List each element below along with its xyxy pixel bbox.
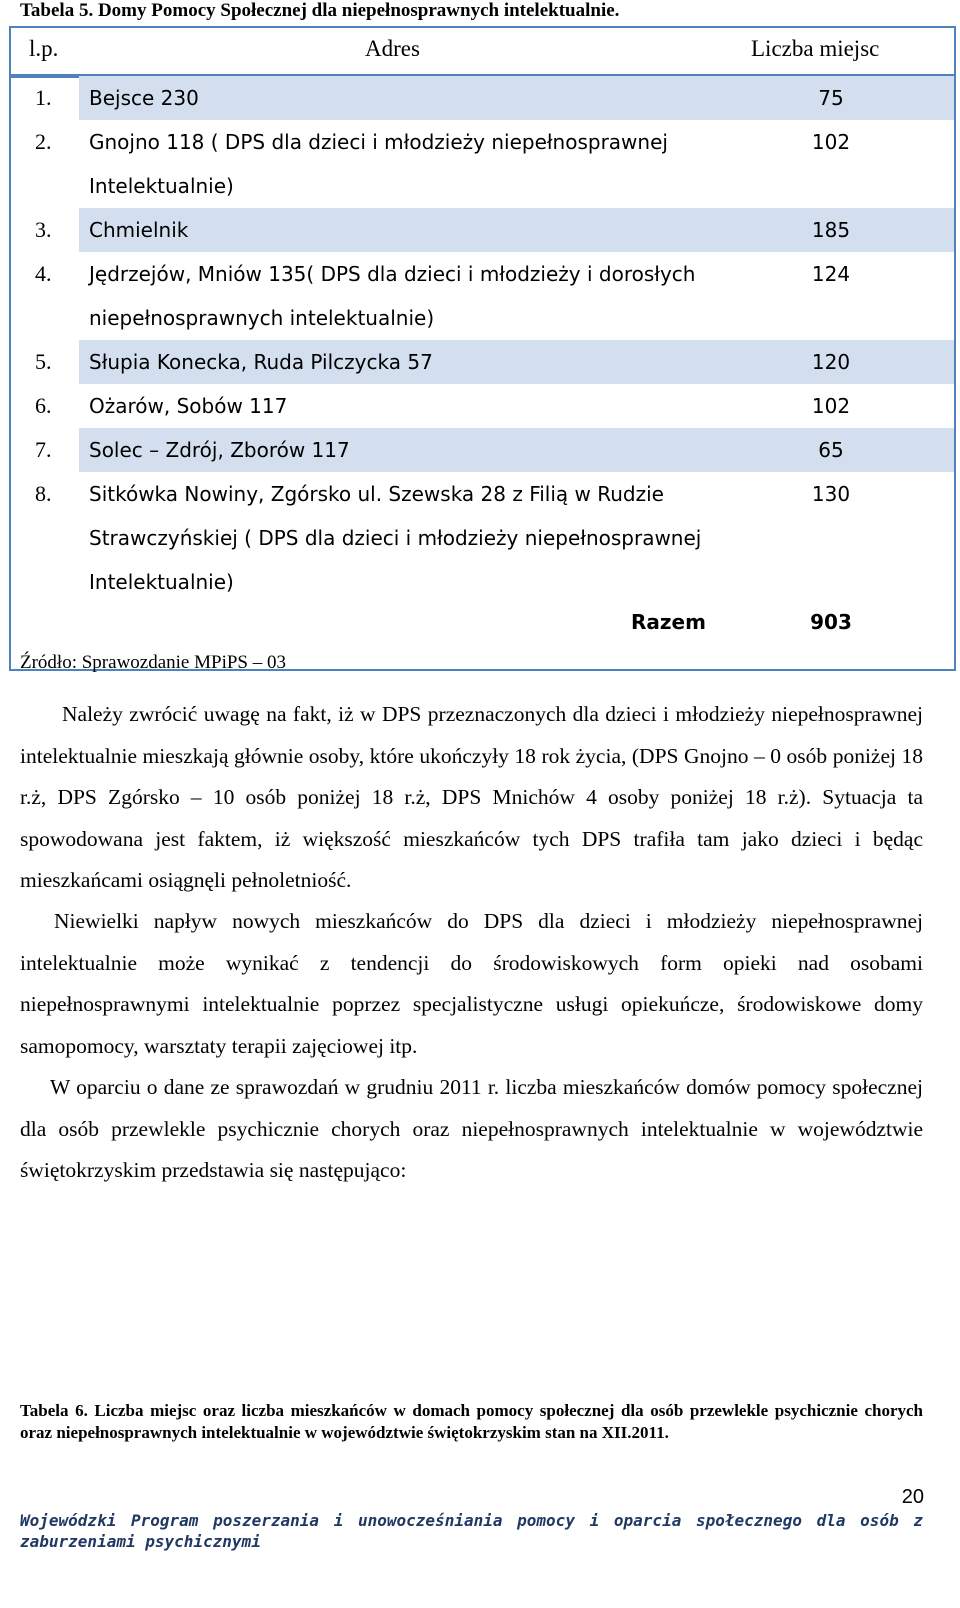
cell-address: Bejsce 230 [89, 86, 199, 110]
paragraph-2: Niewielki napływ nowych mieszkańców do DPS dla dzieci i młodzieży niepełnosprawnej intelektualnie może wynikać z tendencji do środowiskowych form opieki nad osobami niepełnosprawnymi intelektualnie poprzez specjalistyczne usługi opiekuńcze, środowiskowe domy samopomocy, warsztaty terapii zajęciowej itp. [20, 909, 923, 1058]
dps-table [9, 26, 956, 671]
cell-lp: 6. [35, 393, 52, 418]
cell-address: Sitkówka Nowiny, Zgórsko ul. Szewska 28 z Filią w Rudzie [89, 482, 664, 506]
table-row [11, 208, 954, 252]
cell-places: 75 [818, 86, 844, 110]
cell-lp: 3. [35, 217, 52, 242]
cell-address: Intelektualnie) [89, 174, 234, 198]
paragraph-1: Należy zwrócić uwagę na fakt, iż w DPS przeznaczonych dla dzieci i młodzieży niepełnosprawnej intelektualnie mieszkają głównie osoby, które ukończyły 18 rok życia, (DPS Gnojno – 0 osób poniżej 18 r.ż, DPS Zgórsko – 10 osób poniżej 18 r.ż, DPS Mnichów 4 osoby poniżej 18 r.ż). Sytuacja ta spowodowana jest faktem, iż większość mieszkańców tych DPS trafiła tam jako dzieci i będąc mieszkańcami osiągnęli pełnoletniość. [20, 702, 923, 892]
cell-lp: 7. [35, 437, 52, 462]
cell-places: 65 [818, 438, 844, 462]
table-row [11, 76, 954, 120]
cell-places: 102 [811, 130, 851, 154]
table-row [11, 428, 954, 472]
table-header [11, 28, 954, 78]
table-row [11, 120, 954, 208]
cell-address: Jędrzejów, Mniów 135( DPS dla dzieci i młodzieży i dorosłych [89, 262, 696, 286]
cell-address: Chmielnik [89, 218, 189, 242]
cell-address: Solec – Zdrój, Zborów 117 [89, 438, 350, 462]
cell-lp: 4. [35, 261, 52, 286]
cell-address: Gnojno 118 ( DPS dla dzieci i młodzieży niepełnosprawnej [89, 130, 668, 154]
table-row [11, 340, 954, 384]
cell-lp: 1. [35, 85, 52, 110]
table-total-row [11, 600, 954, 644]
header-places: Liczba miejsc [751, 36, 880, 61]
cell-places: 102 [811, 394, 851, 418]
cell-lp: 8. [35, 481, 52, 506]
cell-places: 124 [811, 262, 851, 286]
cell-address: Słupia Konecka, Ruda Pilczycka 57 [89, 350, 433, 374]
header-address: Adres [365, 36, 420, 61]
total-label: Razem [631, 610, 706, 634]
table-6-caption: Tabela 6. Liczba miejsc oraz liczba mieszkańców w domach pomocy społecznej dla osób przewlekle psychicznie chorych oraz niepełnosprawnych intelektualnie w województwie świętokrzyskim stan na XII.2011. [20, 1401, 923, 1442]
page-footer: Wojewódzki Program poszerzania i unowocześniania pomocy i oparcia społecznego dla osób z zaburzeniami psychicznymi [20, 1511, 923, 1551]
cell-address: Ożarów, Sobów 117 [89, 394, 288, 418]
paragraph-3: W oparciu o dane ze sprawozdań w grudniu 2011 r. liczba mieszkańców domów pomocy społecznej dla osób przewlekle psychicznie chorych oraz niepełnosprawnych intelektualnie w województwie świętokrzyskim przedstawia się następująco: [20, 1075, 923, 1182]
cell-address: Strawczyńskiej ( DPS dla dzieci i młodzieży niepełnosprawnej [89, 526, 702, 550]
table-row [11, 384, 954, 428]
cell-address: niepełnosprawnych intelektualnie) [89, 306, 435, 330]
page-number: 20 [901, 1486, 924, 1508]
cell-places: 130 [811, 482, 851, 506]
table-row [11, 252, 954, 340]
source-note: Źródło: Sprawozdanie MPiPS – 03 [20, 652, 286, 673]
cell-lp: 5. [35, 349, 52, 374]
header-lp: l.p. [29, 36, 59, 61]
table-caption: Tabela 5. Domy Pomocy Społecznej dla niepełnosprawnych intelektualnie. [20, 0, 620, 21]
cell-lp: 2. [35, 129, 52, 154]
cell-places: 185 [811, 218, 851, 242]
total-value: 903 [810, 610, 852, 634]
table-row [11, 472, 954, 604]
cell-address: Intelektualnie) [89, 570, 234, 594]
cell-places: 120 [811, 350, 851, 374]
